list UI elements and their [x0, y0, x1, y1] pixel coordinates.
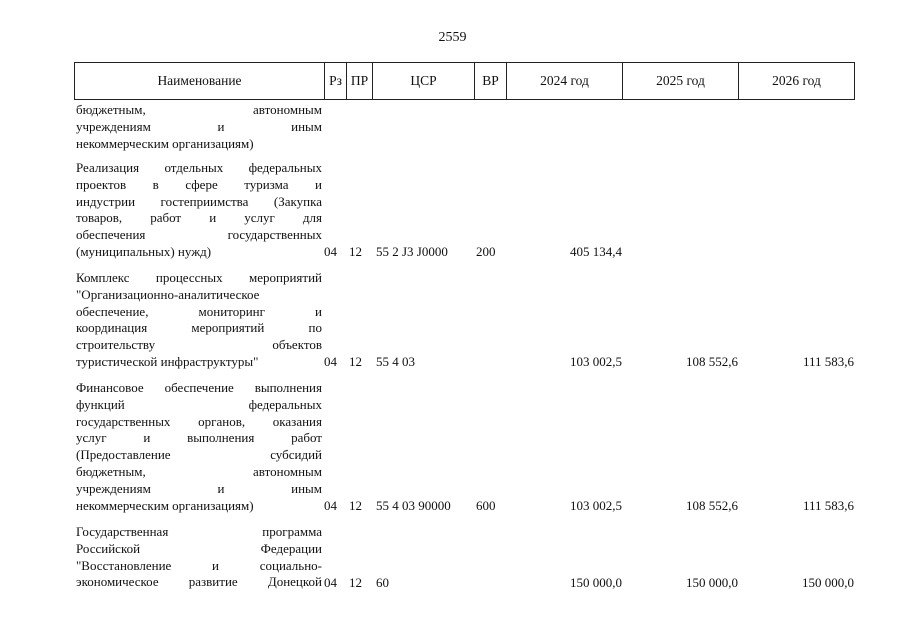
table-row — [74, 102, 854, 153]
name-line: проектов в сфере туризма и — [76, 176, 322, 192]
cell-pr: 12 — [349, 498, 362, 513]
cell-2026: 150 000,0 — [802, 575, 854, 590]
cell-2026: 111 583,6 — [802, 354, 854, 369]
name-line: услуг и выполнения работ — [76, 430, 322, 446]
name-line: обеспечение, мониторинг и — [76, 303, 322, 319]
name-line: функций федеральных — [76, 396, 322, 412]
header-vr: ВР — [475, 63, 507, 100]
name-line: учреждениям и иным — [76, 480, 322, 496]
row-name — [76, 102, 322, 152]
cell-2024: 405 134,4 — [570, 244, 622, 259]
header-name: Наименование — [75, 63, 325, 100]
cell-2026: 111 583,6 — [802, 498, 854, 513]
table-row — [74, 160, 854, 261]
name-line: строительству объектов — [76, 337, 322, 353]
name-line: товаров, работ и услуг для — [76, 210, 322, 226]
name-line: Государственная программа — [76, 524, 322, 539]
name-line: Комплекс процессных мероприятий — [76, 270, 322, 285]
cell-2024: 103 002,5 — [570, 354, 622, 369]
cell-2025: 150 000,0 — [686, 575, 738, 590]
name-line: индустрии гостеприимства (Закупка — [76, 193, 322, 209]
row-name — [76, 270, 322, 371]
name-line: некоммерческим организациям) — [76, 497, 254, 513]
cell-pr: 12 — [349, 354, 362, 369]
name-line: учреждениям и иным — [76, 118, 322, 134]
name-line: бюджетным, автономным — [76, 102, 322, 117]
cell-2024: 103 002,5 — [570, 498, 622, 513]
page-number: 2559 — [438, 30, 467, 45]
cell-pr: 12 — [349, 575, 362, 590]
name-line: "Восстановление и социально- — [76, 557, 322, 573]
table-header — [74, 62, 855, 100]
cell-csr: 55 4 03 — [376, 354, 415, 369]
name-line: (Предоставление субсидий — [76, 447, 322, 463]
table-row — [74, 524, 854, 592]
cell-pr: 12 — [349, 244, 362, 259]
table-row — [74, 380, 854, 515]
cell-rz: 04 — [324, 575, 337, 590]
row-name — [76, 160, 322, 261]
name-line: экономическое развитие Донецкой — [76, 574, 322, 590]
name-line: (муниципальных) нужд) — [76, 243, 212, 259]
cell-2025: 108 552,6 — [686, 498, 738, 513]
cell-csr: 55 2 J3 J0000 — [376, 244, 448, 259]
row-name — [76, 524, 322, 591]
cell-csr: 55 4 03 90000 — [376, 498, 451, 513]
header-pr: ПР — [347, 63, 373, 100]
cell-rz: 04 — [324, 498, 337, 513]
header-csr: ЦСР — [373, 63, 475, 100]
header-2026: 2026 год — [739, 63, 855, 100]
name-line: Российской Федерации — [76, 540, 322, 556]
cell-2024: 150 000,0 — [570, 575, 622, 590]
name-line: некоммерческим организациям) — [76, 135, 254, 151]
cell-vr: 200 — [476, 244, 496, 259]
name-line: обеспечения государственных — [76, 227, 322, 243]
name-line: Реализация отдельных федеральных — [76, 160, 322, 175]
name-line: туристической инфраструктуры" — [76, 353, 259, 369]
name-line: Финансовое обеспечение выполнения — [76, 380, 322, 395]
cell-vr: 600 — [476, 498, 496, 513]
name-line: "Организационно-аналитическое — [76, 286, 260, 302]
name-line: государственных органов, оказания — [76, 413, 322, 429]
cell-csr: 60 — [376, 575, 389, 590]
cell-rz: 04 — [324, 354, 337, 369]
header-2024: 2024 год — [507, 63, 623, 100]
header-rz: Рз — [325, 63, 347, 100]
name-line: бюджетным, автономным — [76, 463, 322, 479]
header-2025: 2025 год — [623, 63, 739, 100]
cell-2025: 108 552,6 — [686, 354, 738, 369]
table-row — [74, 270, 854, 371]
row-name — [76, 380, 322, 514]
name-line: координация мероприятий по — [76, 320, 322, 336]
cell-rz: 04 — [324, 244, 337, 259]
